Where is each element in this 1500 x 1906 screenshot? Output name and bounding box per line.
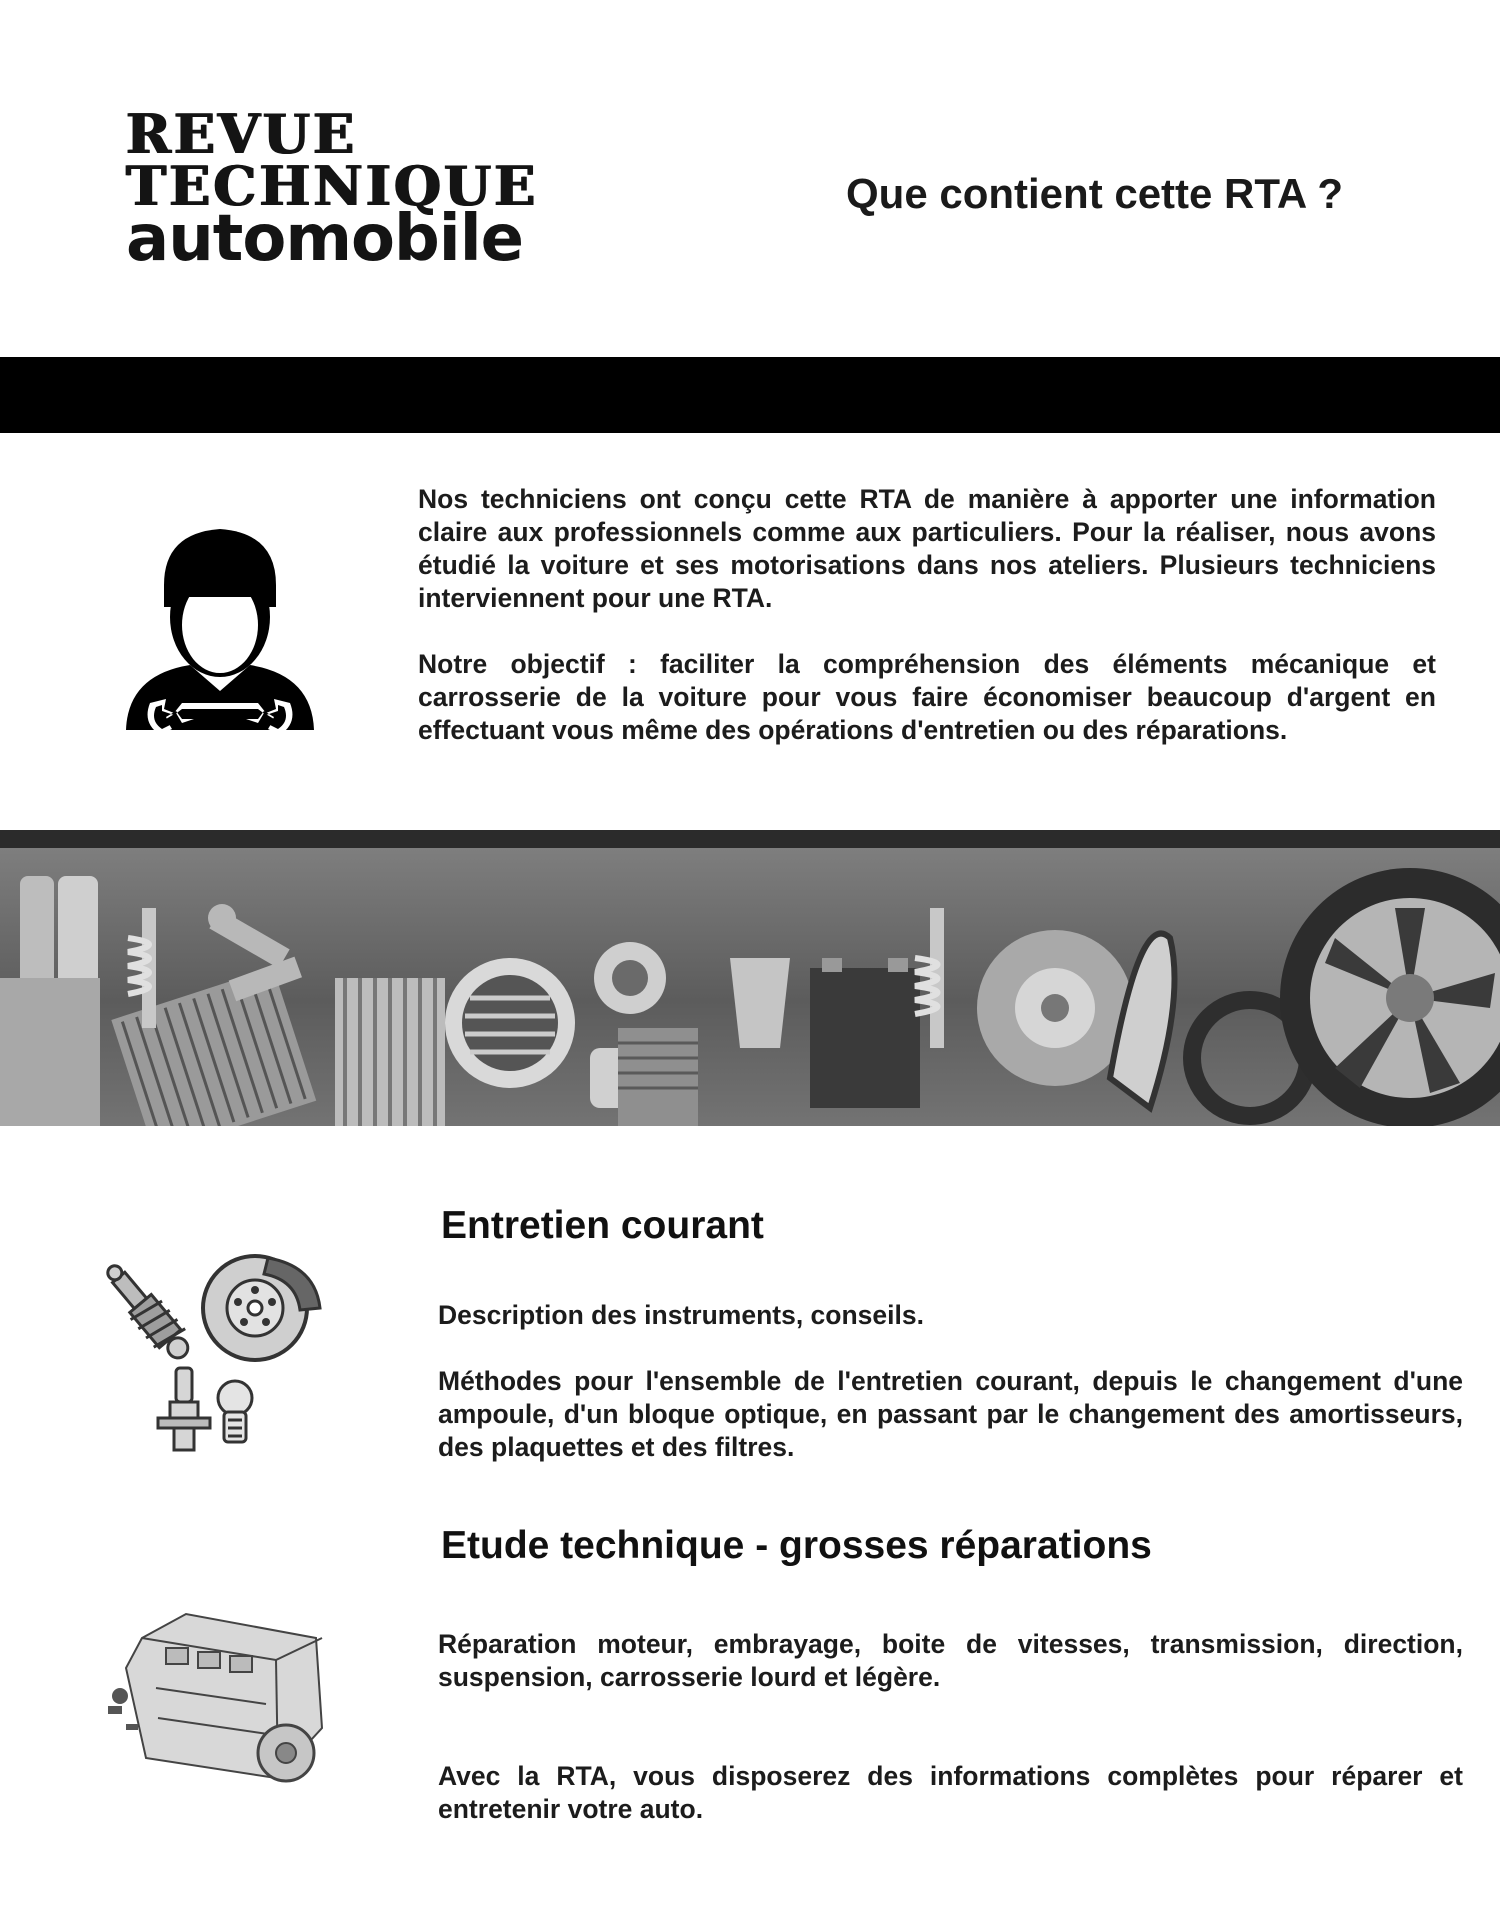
mechanic-wrench-icon (120, 515, 320, 750)
maintenance-parts-icon (100, 1238, 340, 1463)
etude-text-2: Avec la RTA, vous disposerez des informations complètes pour réparer et entretenir votre auto. (438, 1761, 1463, 1824)
section-title-etude: Etude technique - grosses réparations (441, 1524, 1152, 1567)
logo-line-technique: TECHNIQUE (126, 154, 539, 218)
intro-paragraph-1: Nos techniciens ont conçu cette RTA de manière à apporter une information claire aux professionnels comme aux particuliers. Pour la réaliser, nous avons étudié la voiture et ses motorisations dans nos ateliers. Plusieurs techniciens interviennent pour une RTA. (418, 484, 1436, 613)
entretien-text-2: Méthodes pour l'ensemble de l'entretien courant, depuis le changement d'une ampoule, d'un bloque optique, en passant par le changement des amortisseurs, des plaquettes et des filtres. (438, 1366, 1463, 1462)
engine-block-icon (106, 1608, 341, 1788)
intro-text (418, 483, 1436, 747)
rta-logo (126, 102, 606, 276)
logo-line-revue: REVUE (126, 102, 358, 166)
intro-paragraph-2: Notre objectif : faciliter la compréhension des éléments mécanique et carrosserie de la voiture pour vous faire économiser beaucoup d'argent en effectuant vous même des opérations d'entretien ou des réparations. (418, 649, 1436, 745)
auto-parts-banner-image (0, 848, 1500, 1126)
banner-top-band (0, 830, 1500, 848)
page-title: Que contient cette RTA ? (846, 170, 1344, 217)
entretien-text-1: Description des instruments, conseils. (438, 1300, 924, 1330)
etude-text-1: Réparation moteur, embrayage, boite de vitesses, transmission, direction, suspension, carrosserie lourd et légère. (438, 1629, 1463, 1692)
section-title-entretien: Entretien courant (441, 1204, 764, 1247)
logo-line-automobile: automobile (126, 202, 524, 276)
header-divider-band (0, 357, 1500, 433)
